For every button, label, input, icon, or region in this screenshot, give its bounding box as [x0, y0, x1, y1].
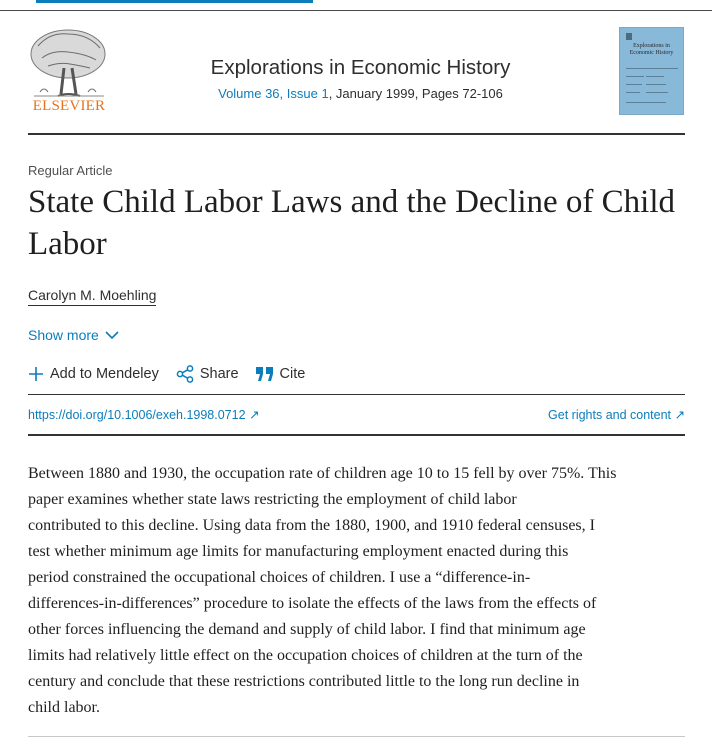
cover-text-line — [626, 76, 644, 77]
add-to-mendeley-label: Add to Mendeley — [50, 366, 159, 382]
abstract-line: century and conclude that these restrictions contributed little to the long run decline in — [28, 673, 580, 690]
bottom-divider — [28, 736, 685, 737]
doi-top-divider — [28, 394, 685, 395]
abstract-line: period constrained the occupational choices of children. I use a “difference-in- — [28, 569, 531, 586]
abstract-line: contributed to this decline. Using data from the 1880, 1900, and 1910 federal censuses, I — [28, 517, 595, 534]
journal-cover-image[interactable] — [619, 27, 684, 115]
journal-header — [28, 22, 685, 134]
abstract-line: differences-in-differences” procedure to isolate the effects of the laws from the effects of — [28, 595, 597, 612]
abstract-line: test whether minimum age limits for manufacturing employment enacted during this — [28, 543, 569, 560]
cover-text-line — [646, 76, 664, 77]
article-title: State Child Labor Laws and the Decline of Child Labor — [28, 184, 676, 262]
top-accent-bar — [36, 0, 313, 3]
share-button[interactable] — [176, 365, 239, 383]
chevron-down-icon — [105, 331, 119, 340]
journal-meta — [178, 86, 543, 101]
abstract-line: limits had relatively little effect on the occupation choices of children at the turn of the — [28, 647, 583, 664]
add-to-mendeley-button[interactable] — [28, 366, 159, 382]
cover-text-line — [646, 92, 668, 93]
article-actions — [28, 365, 322, 383]
date-pages: , January 1999, Pages 72-106 — [328, 86, 503, 101]
publisher-name: ELSEVIER — [32, 98, 106, 114]
doi-bottom-divider — [28, 434, 685, 436]
show-more-button[interactable] — [28, 327, 119, 343]
top-divider — [0, 10, 712, 11]
cite-label: Cite — [279, 366, 306, 382]
cover-logo-icon — [626, 33, 632, 40]
cover-text-line — [626, 68, 678, 69]
external-link-icon: ↗ — [674, 408, 685, 422]
journal-info — [178, 56, 543, 101]
abstract-line: paper examines whether state laws restricting the employment of child labor — [28, 491, 517, 508]
get-rights-label: Get rights and content — [548, 408, 672, 422]
cover-title: Explorations in Economic History — [629, 43, 674, 56]
share-icon — [176, 365, 194, 383]
doi-link[interactable] — [28, 407, 260, 422]
quote-icon — [256, 367, 274, 381]
cite-button[interactable] — [256, 366, 306, 382]
author-link[interactable]: Carolyn M. Moehling — [28, 287, 156, 306]
doi-link-label: https://doi.org/10.1006/exeh.1998.0712 — [28, 408, 246, 422]
abstract — [28, 461, 688, 721]
article-type: Regular Article — [28, 163, 113, 178]
cover-text-line — [626, 92, 640, 93]
volume-issue-link[interactable]: Volume 36, Issue 1 — [218, 86, 329, 101]
share-label: Share — [199, 366, 239, 382]
plus-icon — [28, 366, 44, 382]
journal-title-link[interactable]: Explorations in Economic History — [210, 56, 511, 79]
show-more-label: Show more — [28, 327, 99, 343]
abstract-line: child labor. — [28, 699, 100, 716]
cover-text-line — [626, 84, 642, 85]
header-divider — [28, 133, 685, 135]
get-rights-link[interactable] — [548, 407, 685, 422]
abstract-line: other forces influencing the demand and supply of child labor. I find that minimum age — [28, 621, 586, 638]
cover-text-line — [626, 102, 666, 103]
cover-text-line — [646, 84, 666, 85]
external-link-icon: ↗ — [249, 408, 260, 422]
abstract-line: Between 1880 and 1930, the occupation rate of children age 10 to 15 fell by over 75%. This — [28, 465, 617, 482]
